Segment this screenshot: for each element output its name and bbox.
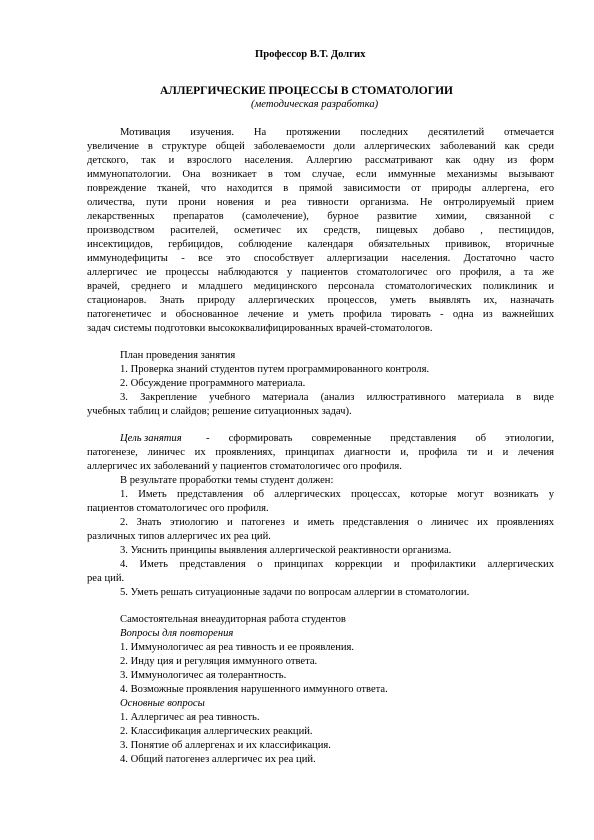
motivation-line: Мотивация изучения. На протяжении последних десятилетий отмечается (120, 127, 554, 138)
goal-item: 4. Иметь представления о принципах коррекции и профилактики аллергических (120, 559, 554, 570)
motivation-line: иммунодефициты - все это способствует аллергизации населения. Достаточно часто (87, 253, 554, 264)
goal-line: аллергичес их заболеваний у пациентов стоматологичес ого профиля. (87, 461, 402, 472)
main-question-item: 2. Классификация аллергических реакций. (120, 726, 313, 737)
document-subtitle: (методическая разработка) (251, 99, 379, 110)
review-item: 2. Инду ция и регуляция иммунного ответа. (120, 656, 318, 667)
motivation-line: детского, так и взрослого населения. Аллергию рассматривают как одну из форм (87, 155, 554, 166)
motivation-line: врачей, среднего и младшего медицинского персонала стоматологических поликлиник и (87, 281, 554, 292)
main-question-item: 3. Понятие об аллергенах и их классификация. (120, 740, 331, 751)
plan-item: 2. Обсуждение программного материала. (120, 378, 306, 389)
review-item: 3. Иммунологичес ая толерантность. (120, 670, 287, 681)
author-line: Профессор В.Т. Долгих (255, 49, 366, 60)
goal-line: - сформировать современные представления об этиологии, (206, 433, 554, 444)
goal-item: 3. Уяснить принципы выявления аллергической реактивности организма. (120, 545, 452, 556)
review-heading: Вопросы для повторения (120, 628, 234, 639)
document-title: АЛЛЕРГИЧЕСКИЕ ПРОЦЕССЫ В СТОМАТОЛОГИИ (160, 85, 453, 97)
goal-item: пациентов стоматологичес ого профиля. (87, 503, 269, 514)
motivation-line: увеличение в структуре общей заболеваемости доли аллергических заболеваний как среди (87, 141, 554, 152)
review-item: 1. Иммунологичес ая реа тивность и ее проявления. (120, 642, 355, 653)
goal-item: реа ций. (87, 573, 125, 584)
plan-item: 1. Проверка знаний студентов путем программированного контроля. (120, 364, 430, 375)
goal-intro: В результате проработки темы студент должен: (120, 475, 334, 486)
main-question-item: 1. Аллергичес ая реа тивность. (120, 712, 260, 723)
plan-item: 3. Закрепление учебного материала (анализ иллюстративного материала в виде (120, 392, 554, 403)
goal-line: патогенезе, линичес их проявлениях, принципах диагности и, профила ти и и лечения (87, 447, 554, 458)
goal-item: различных типов аллергичес их реа ций. (87, 531, 271, 542)
motivation-line: задач системы подготовки высококвалифицированных врачей-стоматологов. (87, 323, 433, 334)
goal-label: Цель занятия (120, 433, 182, 444)
main-question-item: 4. Общий патогенез аллергичес их реа ций. (120, 754, 316, 765)
motivation-line: лекарственных препаратов (самолечение), бурное развитие химии, связанной с (87, 211, 554, 222)
motivation-line: иммунопатологии. Она возникает в том случае, если иммунные механизмы вызывают (87, 169, 554, 180)
main-questions-heading: Основные вопросы (120, 698, 205, 709)
goal-item: 5. Уметь решать ситуационные задачи по вопросам аллергии в стоматологии. (120, 587, 470, 598)
self-work-heading: Самостоятельная внеаудиторная работа студентов (120, 614, 346, 625)
motivation-line: инсектицидов, гербицидов, соблюдение календаря обязательных прививок, вторичные (87, 239, 554, 250)
motivation-line: патогенетичес и обоснованное лечение и уметь профила тировать - одна из важнейших (87, 309, 554, 320)
motivation-line: оличества, пути прони новения и реа тивности организма. Не онтролируемый прием (87, 197, 554, 208)
goal-item: 2. Знать этиологию и патогенез и иметь представления о линичес их проявлениях (120, 517, 554, 528)
plan-heading: План проведения занятия (120, 350, 236, 361)
motivation-line: аллергичес ие процессы наблюдаются у пациентов стоматологичес ого профиля, а та же (87, 267, 554, 278)
motivation-line: повреждение тканей, что находится в прямой зависимости от природы аллергена, его (87, 183, 554, 194)
motivation-line: производством расителей, осметичес их средств, пищевых добаво , пестицидов, (87, 225, 554, 236)
motivation-line: стационаров. Знать природу аллергических процессов, уметь выявлять их, назначать (87, 295, 554, 306)
plan-item: учебных таблиц и слайдов; решение ситуационных задач). (87, 406, 352, 417)
goal-item: 1. Иметь представления об аллергических процессах, которые могут возникать у (120, 489, 554, 500)
review-item: 4. Возможные проявления нарушенного иммунного ответа. (120, 684, 388, 695)
